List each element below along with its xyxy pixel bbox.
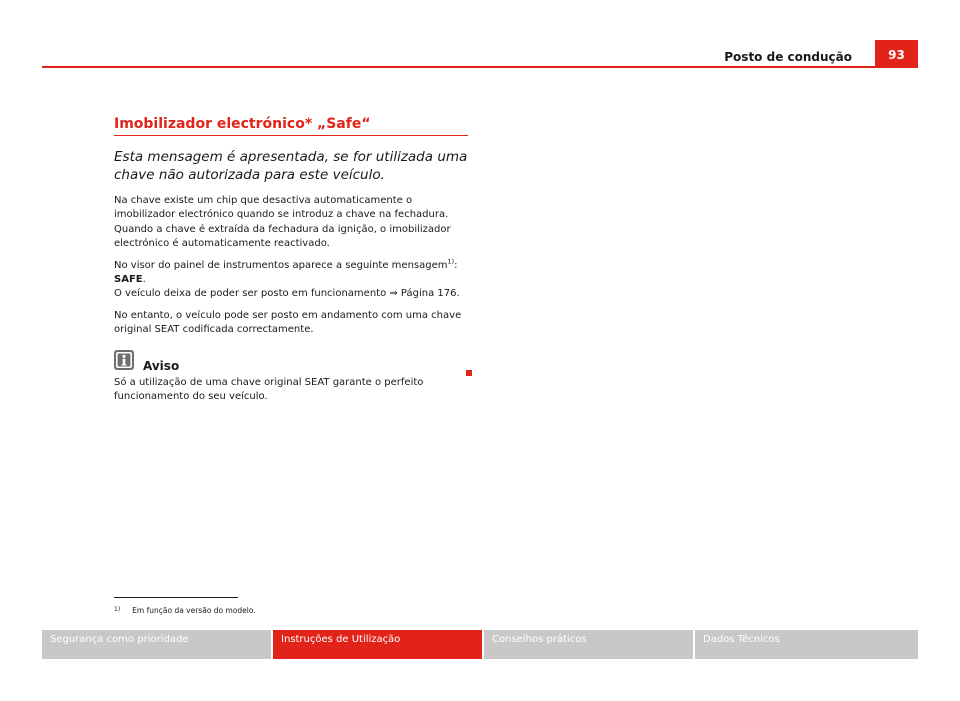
info-note-icon xyxy=(114,350,134,370)
paragraph-original-key: No entanto, o veículo pode ser posto em andamento com uma chave original SEAT codificada correctamente. xyxy=(114,309,462,336)
paragraph-display-period: . xyxy=(142,274,146,286)
main-content xyxy=(114,116,468,411)
paragraph-display-colon: : xyxy=(454,259,458,271)
note-label: Aviso xyxy=(143,358,180,373)
paragraph-display-message xyxy=(114,259,468,302)
header-divider xyxy=(42,66,918,68)
paragraph-display-prefix: No visor do painel de instrumentos aparece a seguinte mensagem xyxy=(114,259,448,271)
page-header-title: Posto de condução xyxy=(724,50,852,64)
footnote-text: Em função da versão do modelo. xyxy=(132,606,256,615)
note-header xyxy=(114,350,468,376)
safe-code: SAFE xyxy=(114,274,143,286)
footer-chapter-nav xyxy=(42,630,918,659)
section-lead: Esta mensagem é apresentada, se for utilizada uma chave não autorizada para este veículo. xyxy=(114,149,468,183)
paragraph-display-line2: O veículo deixa de poder ser posto em funcionamento ⇒ Página 176. xyxy=(114,288,460,300)
nav-tab-instrucoes[interactable]: Instruções de Utilização xyxy=(273,630,482,659)
section-end-marker xyxy=(466,370,472,376)
paragraph-chip: Na chave existe um chip que desactiva automaticamente o imobilizador electrónico quando se introduz a chave na fechadura. Quando a chave é extraída da fechadura da ignição, o imobilizador electrónico é automaticamente reactivado. xyxy=(114,195,451,250)
nav-tab-dados[interactable]: Dados Técnicos xyxy=(695,630,918,659)
footnote-divider xyxy=(114,597,238,598)
page-number: 93 xyxy=(875,40,918,66)
nav-tab-seguranca[interactable]: Segurança como prioridade xyxy=(42,630,271,659)
footnote-mark: 1) xyxy=(114,606,121,613)
footnote-reference[interactable]: 1) xyxy=(447,257,455,266)
section-title: Imobilizador electrónico* „Safe“ xyxy=(114,116,468,136)
note-text: Só a utilização de uma chave original SEAT garante o perfeito funcionamento do seu veículo. xyxy=(114,376,424,403)
footnote xyxy=(114,606,256,615)
nav-tab-conselhos[interactable]: Conselhos práticos xyxy=(484,630,693,659)
